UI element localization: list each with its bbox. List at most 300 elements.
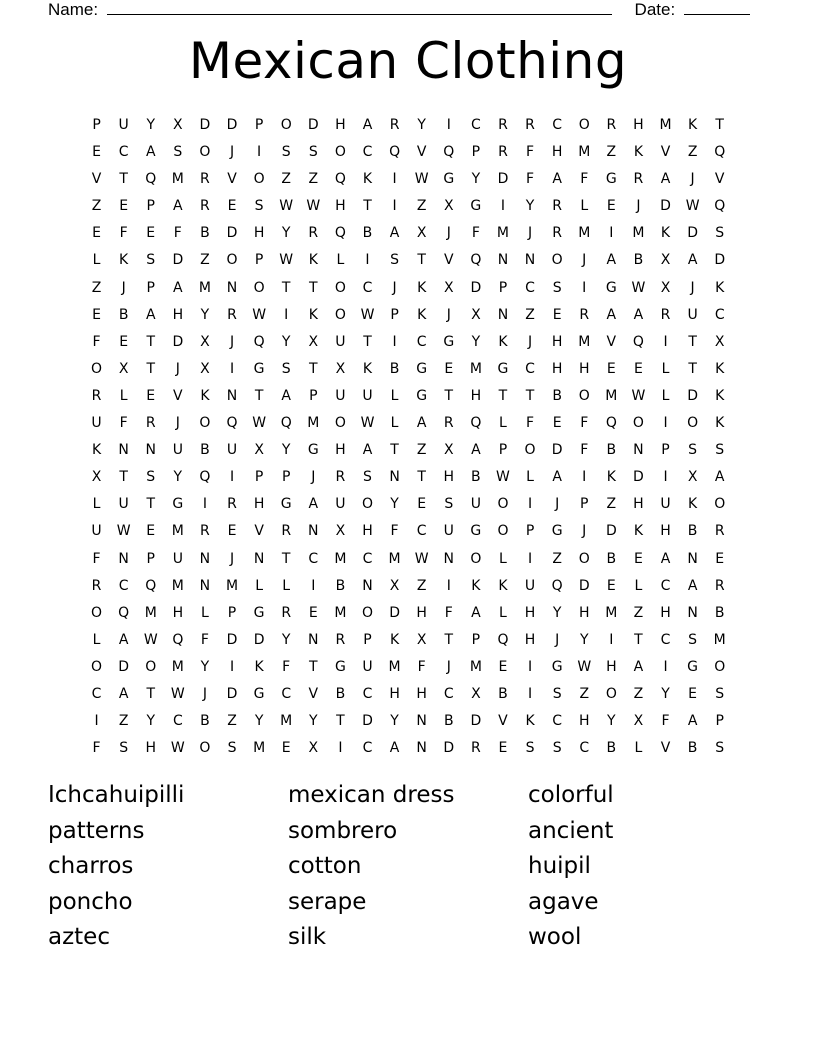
grid-letter: O bbox=[334, 415, 346, 432]
grid-letter: R bbox=[552, 225, 562, 242]
grid-letter: K bbox=[498, 577, 508, 594]
grid-letter: T bbox=[119, 171, 128, 188]
grid-letter: H bbox=[578, 713, 590, 730]
grid-letter: U bbox=[362, 387, 373, 404]
grid-letter: U bbox=[335, 496, 346, 513]
grid-letter: H bbox=[145, 740, 156, 757]
grid-letter: S bbox=[363, 469, 372, 486]
grid-letter: E bbox=[498, 658, 508, 675]
grid-letter: P bbox=[525, 523, 535, 540]
grid-letter: K bbox=[715, 279, 725, 296]
grid-letter: Q bbox=[280, 415, 292, 432]
grid-letter: I bbox=[663, 469, 668, 486]
grid-letter: M bbox=[659, 117, 672, 133]
grid-letter: W bbox=[631, 387, 646, 404]
name-field[interactable] bbox=[107, 0, 612, 15]
grid-letter: A bbox=[416, 415, 427, 432]
grid-letter: X bbox=[200, 333, 210, 350]
grid-letter: N bbox=[145, 442, 156, 459]
grid-letter: A bbox=[118, 631, 129, 648]
grid-letter: A bbox=[362, 117, 373, 133]
grid-letter: O bbox=[199, 415, 211, 432]
word-list-item: silk bbox=[288, 924, 327, 951]
grid-letter: V bbox=[173, 387, 183, 404]
grid-letter: R bbox=[579, 306, 590, 323]
grid-letter: E bbox=[444, 360, 454, 377]
grid-letter: D bbox=[307, 117, 319, 133]
grid-letter: W bbox=[252, 306, 267, 323]
grid-letter: G bbox=[280, 496, 292, 513]
grid-letter: T bbox=[336, 713, 345, 730]
grid-letter: U bbox=[91, 415, 102, 432]
grid-letter: C bbox=[362, 279, 373, 296]
name-label: Name: bbox=[48, 0, 99, 19]
grid-letter: G bbox=[470, 523, 482, 540]
grid-letter: B bbox=[443, 713, 454, 730]
grid-letter: Q bbox=[632, 333, 644, 350]
grid-letter: O bbox=[334, 279, 346, 296]
grid-letter: L bbox=[336, 252, 345, 269]
grid-letter: Z bbox=[118, 713, 129, 730]
grid-letter: Y bbox=[173, 469, 183, 486]
grid-letter: X bbox=[471, 685, 481, 702]
grid-letter: B bbox=[389, 360, 400, 377]
grid-letter: P bbox=[471, 631, 481, 648]
grid-letter: R bbox=[498, 117, 508, 133]
grid-letter: O bbox=[497, 496, 509, 513]
grid-letter: P bbox=[281, 469, 291, 486]
grid-letter: L bbox=[390, 415, 399, 432]
grid-letter: X bbox=[660, 252, 671, 269]
grid-letter: R bbox=[714, 577, 725, 594]
grid-letter: O bbox=[91, 604, 103, 621]
grid-letter: S bbox=[552, 740, 562, 757]
grid-letter: H bbox=[253, 496, 265, 513]
grid-letter: A bbox=[308, 496, 319, 513]
grid-letter: T bbox=[146, 685, 156, 702]
grid-letter: H bbox=[172, 306, 184, 323]
grid-letter: K bbox=[633, 144, 644, 161]
grid-letter: R bbox=[389, 117, 400, 133]
grid-letter: S bbox=[119, 740, 129, 757]
grid-letter: A bbox=[660, 550, 671, 567]
grid-letter: U bbox=[443, 523, 454, 540]
grid-letter: O bbox=[578, 387, 590, 404]
grid-letter: U bbox=[91, 523, 102, 540]
grid-letter: T bbox=[119, 469, 128, 486]
grid-letter: B bbox=[606, 442, 617, 459]
grid-letter: D bbox=[226, 631, 238, 648]
grid-letter: O bbox=[91, 360, 103, 377]
grid-letter: U bbox=[362, 658, 373, 675]
grid-letter: E bbox=[146, 387, 156, 404]
grid-letter: F bbox=[119, 225, 128, 242]
grid-letter: F bbox=[580, 442, 589, 459]
grid-letter: I bbox=[311, 577, 316, 594]
grid-letter: B bbox=[552, 387, 562, 404]
grid-letter: W bbox=[496, 469, 510, 486]
grid-letter: K bbox=[715, 415, 725, 432]
grid-letter: I bbox=[229, 360, 235, 377]
grid-letter: M bbox=[469, 360, 482, 377]
grid-letter: Q bbox=[145, 171, 157, 188]
grid-letter: W bbox=[414, 550, 429, 567]
grid-letter: U bbox=[118, 496, 129, 513]
word-list-item: patterns bbox=[48, 817, 145, 844]
grid-letter: H bbox=[551, 144, 563, 161]
grid-letter: N bbox=[226, 279, 238, 296]
grid-letter: I bbox=[663, 333, 668, 350]
grid-letter: X bbox=[687, 469, 698, 486]
grid-letter: M bbox=[388, 658, 401, 675]
grid-letter: M bbox=[171, 523, 184, 540]
grid-letter: K bbox=[688, 496, 698, 513]
grid-letter: Y bbox=[471, 333, 481, 350]
grid-letter: B bbox=[687, 523, 698, 540]
word-list-item: ancient bbox=[528, 817, 614, 844]
grid-letter: U bbox=[470, 496, 481, 513]
grid-letter: R bbox=[91, 577, 102, 594]
grid-letter: D bbox=[633, 469, 644, 486]
grid-letter: Y bbox=[146, 117, 156, 133]
grid-letter: H bbox=[335, 198, 346, 215]
grid-letter: K bbox=[119, 252, 129, 269]
grid-letter: Y bbox=[471, 171, 481, 188]
grid-letter: E bbox=[417, 496, 427, 513]
grid-letter: J bbox=[555, 631, 560, 648]
grid-letter: Y bbox=[552, 604, 562, 621]
grid-letter: L bbox=[201, 604, 209, 621]
grid-letter: Q bbox=[199, 469, 211, 486]
grid-letter: J bbox=[582, 523, 587, 540]
grid-letter: S bbox=[281, 144, 291, 161]
grid-letter: X bbox=[443, 198, 454, 215]
grid-letter: G bbox=[687, 658, 699, 675]
grid-letter: D bbox=[172, 333, 184, 350]
grid-letter: Q bbox=[605, 415, 617, 432]
grid-letter: T bbox=[444, 631, 454, 648]
grid-letter: P bbox=[390, 306, 399, 323]
grid-letter: A bbox=[281, 387, 291, 404]
grid-letter: Z bbox=[606, 496, 617, 513]
grid-letter: O bbox=[578, 117, 590, 133]
grid-letter: R bbox=[335, 631, 346, 648]
grid-letter: S bbox=[390, 252, 400, 269]
grid-letter: U bbox=[660, 496, 671, 513]
grid-letter: M bbox=[496, 225, 509, 242]
grid-letter: O bbox=[714, 658, 726, 675]
grid-letter: Z bbox=[91, 198, 102, 215]
grid-letter: W bbox=[360, 306, 375, 323]
grid-letter: Z bbox=[579, 685, 590, 702]
grid-letter: I bbox=[527, 658, 533, 675]
grid-letter: W bbox=[685, 198, 700, 215]
grid-letter: S bbox=[715, 685, 725, 702]
grid-letter: Y bbox=[146, 713, 156, 730]
grid-letter: O bbox=[253, 279, 265, 296]
grid-letter: Q bbox=[714, 144, 726, 161]
grid-letter: N bbox=[118, 550, 129, 567]
grid-letter: M bbox=[171, 577, 184, 594]
grid-letter: D bbox=[118, 658, 130, 675]
grid-letter: S bbox=[715, 740, 725, 757]
grid-letter: B bbox=[118, 306, 129, 323]
grid-letter: X bbox=[308, 740, 319, 757]
grid-letter: C bbox=[362, 685, 373, 702]
grid-letter: I bbox=[663, 415, 668, 432]
grid-letter: G bbox=[551, 523, 563, 540]
grid-letter: P bbox=[146, 198, 155, 215]
grid-letter: H bbox=[253, 225, 265, 242]
grid-letter: M bbox=[469, 658, 482, 675]
grid-letter: H bbox=[416, 685, 427, 702]
grid-letter: N bbox=[497, 306, 509, 323]
grid-letter: K bbox=[308, 306, 318, 323]
grid-letter: J bbox=[175, 415, 180, 432]
grid-letter: E bbox=[308, 604, 318, 621]
grid-letter: W bbox=[577, 658, 592, 675]
grid-letter: D bbox=[226, 117, 238, 133]
grid-letter: T bbox=[688, 333, 697, 350]
grid-letter: T bbox=[363, 333, 372, 350]
grid-letter: M bbox=[280, 713, 293, 730]
grid-letter: P bbox=[92, 117, 101, 133]
grid-letter: B bbox=[335, 577, 346, 594]
grid-letter: E bbox=[92, 225, 101, 242]
grid-letter: E bbox=[633, 360, 643, 377]
grid-letter: D bbox=[470, 279, 482, 296]
grid-letter: S bbox=[525, 740, 535, 757]
grid-letter: P bbox=[580, 496, 589, 513]
grid-letter: I bbox=[609, 225, 614, 242]
grid-letter: K bbox=[688, 117, 698, 133]
word-list bbox=[48, 778, 768, 956]
grid-letter: V bbox=[714, 171, 725, 188]
grid-letter: N bbox=[253, 550, 265, 567]
grid-letter: O bbox=[280, 117, 292, 133]
grid-letter: M bbox=[171, 658, 184, 675]
grid-letter: B bbox=[498, 685, 508, 702]
grid-letter: L bbox=[499, 415, 507, 432]
grid-letter: U bbox=[172, 550, 183, 567]
grid-letter: Y bbox=[661, 685, 670, 702]
grid-letter: W bbox=[306, 198, 321, 215]
grid-letter: D bbox=[226, 685, 238, 702]
grid-letter: S bbox=[715, 225, 725, 242]
grid-letter: D bbox=[253, 631, 265, 648]
grid-letter: E bbox=[146, 225, 156, 242]
grid-letter: E bbox=[227, 198, 237, 215]
date-field[interactable] bbox=[684, 0, 750, 15]
grid-letter: V bbox=[498, 713, 508, 730]
grid-letter: A bbox=[606, 306, 617, 323]
grid-letter: C bbox=[118, 577, 129, 594]
grid-letter: Z bbox=[416, 577, 427, 594]
grid-letter: I bbox=[500, 198, 506, 215]
grid-letter: F bbox=[390, 523, 399, 540]
grid-letter: X bbox=[714, 333, 725, 350]
grid-letter: H bbox=[660, 604, 671, 621]
grid-letter: H bbox=[470, 387, 482, 404]
grid-letter: D bbox=[172, 252, 184, 269]
grid-letter: F bbox=[471, 225, 480, 242]
grid-letter: R bbox=[470, 740, 481, 757]
grid-letter: I bbox=[582, 279, 587, 296]
grid-letter: R bbox=[552, 198, 562, 215]
word-list-item: aztec bbox=[48, 924, 110, 951]
grid-letter: J bbox=[175, 360, 180, 377]
grid-letter: F bbox=[173, 225, 182, 242]
grid-letter: Y bbox=[525, 198, 535, 215]
grid-letter: D bbox=[199, 117, 211, 133]
grid-letter: J bbox=[690, 279, 695, 296]
grid-letter: L bbox=[92, 252, 101, 269]
grid-letter: C bbox=[362, 740, 373, 757]
grid-letter: E bbox=[606, 577, 616, 594]
grid-letter: I bbox=[392, 198, 397, 215]
word-list-item: mexican dress bbox=[288, 782, 455, 808]
grid-letter: K bbox=[606, 469, 616, 486]
grid-letter: H bbox=[578, 360, 590, 377]
grid-letter: Q bbox=[470, 252, 482, 269]
grid-letter: W bbox=[360, 415, 375, 432]
grid-letter: S bbox=[146, 252, 156, 269]
grid-letter: A bbox=[633, 306, 644, 323]
grid-letter: V bbox=[308, 685, 319, 702]
grid-letter: H bbox=[633, 496, 644, 513]
grid-letter: G bbox=[470, 198, 482, 215]
grid-letter: E bbox=[92, 144, 101, 161]
grid-letter: A bbox=[471, 604, 481, 621]
grid-letter: U bbox=[172, 442, 183, 459]
grid-letter: W bbox=[631, 279, 646, 296]
grid-letter: T bbox=[281, 279, 291, 296]
grid-letter: K bbox=[417, 306, 427, 323]
grid-letter: N bbox=[416, 713, 427, 730]
grid-letter: N bbox=[118, 442, 129, 459]
letter-grid bbox=[83, 112, 733, 762]
grid-letter: A bbox=[389, 225, 400, 242]
grid-letter: K bbox=[417, 279, 427, 296]
grid-letter: H bbox=[524, 604, 536, 621]
grid-letter: I bbox=[202, 496, 207, 513]
grid-letter: R bbox=[281, 523, 292, 540]
grid-letter: P bbox=[498, 442, 508, 459]
grid-letter: R bbox=[281, 604, 292, 621]
grid-letter: T bbox=[309, 279, 318, 296]
grid-letter: G bbox=[334, 658, 346, 675]
grid-letter: O bbox=[199, 740, 211, 757]
header bbox=[48, 0, 750, 20]
grid-letter: P bbox=[254, 117, 264, 133]
grid-letter: L bbox=[119, 387, 128, 404]
grid-letter: B bbox=[200, 225, 210, 242]
grid-letter: S bbox=[444, 496, 454, 513]
grid-letter: H bbox=[633, 117, 644, 133]
word-list-item: poncho bbox=[48, 888, 133, 915]
grid-letter: F bbox=[661, 713, 670, 730]
grid-letter: O bbox=[524, 442, 536, 459]
grid-letter: A bbox=[173, 279, 183, 296]
grid-letter: S bbox=[552, 685, 562, 702]
grid-letter: C bbox=[416, 523, 427, 540]
grid-letter: L bbox=[499, 550, 507, 567]
grid-letter: H bbox=[551, 360, 563, 377]
grid-letter: X bbox=[335, 360, 346, 377]
grid-letter: L bbox=[92, 631, 101, 648]
grid-letter: Z bbox=[606, 144, 617, 161]
grid-letter: M bbox=[388, 550, 401, 567]
grid-letter: Z bbox=[281, 171, 291, 188]
grid-letter: H bbox=[578, 604, 590, 621]
grid-letter: U bbox=[524, 577, 536, 594]
grid-letter: Q bbox=[253, 333, 265, 350]
grid-letter: G bbox=[605, 171, 617, 188]
grid-letter: A bbox=[389, 740, 400, 757]
grid-letter: F bbox=[92, 550, 101, 567]
grid-letter: W bbox=[170, 740, 185, 757]
grid-letter: A bbox=[606, 252, 617, 269]
grid-letter: M bbox=[307, 415, 320, 432]
grid-letter: E bbox=[688, 685, 698, 702]
grid-letter: E bbox=[633, 550, 643, 567]
grid-letter: K bbox=[715, 360, 725, 377]
grid-letter: G bbox=[443, 171, 455, 188]
grid-letter: N bbox=[199, 550, 211, 567]
grid-letter: B bbox=[606, 740, 617, 757]
grid-letter: F bbox=[92, 740, 101, 757]
grid-letter: O bbox=[361, 604, 373, 621]
grid-letter: U bbox=[226, 442, 238, 459]
grid-letter: S bbox=[715, 442, 725, 459]
grid-letter: C bbox=[660, 631, 671, 648]
grid-letter: D bbox=[687, 387, 698, 404]
grid-letter: N bbox=[443, 550, 454, 567]
grid-letter: A bbox=[173, 198, 183, 215]
grid-letter: T bbox=[444, 387, 454, 404]
grid-letter: Q bbox=[145, 577, 157, 594]
grid-letter: J bbox=[446, 658, 451, 675]
grid-letter: R bbox=[498, 144, 508, 161]
grid-letter: S bbox=[552, 279, 562, 296]
grid-letter: G bbox=[307, 442, 319, 459]
grid-letter: Z bbox=[227, 713, 237, 730]
grid-letter: R bbox=[714, 523, 725, 540]
grid-letter: I bbox=[392, 333, 397, 350]
grid-letter: S bbox=[227, 740, 237, 757]
grid-letter: Z bbox=[525, 306, 535, 323]
grid-letter: U bbox=[335, 333, 346, 350]
grid-letter: K bbox=[660, 225, 671, 242]
grid-letter: Q bbox=[226, 415, 238, 432]
grid-letter: E bbox=[119, 333, 129, 350]
grid-letter: T bbox=[281, 550, 291, 567]
grid-letter: C bbox=[579, 740, 590, 757]
grid-letter: B bbox=[714, 604, 725, 621]
grid-letter: P bbox=[254, 252, 264, 269]
grid-letter: U bbox=[335, 387, 346, 404]
grid-letter: T bbox=[363, 198, 372, 215]
grid-letter: X bbox=[200, 360, 210, 377]
word-list-item: wool bbox=[528, 924, 582, 951]
grid-letter: I bbox=[609, 631, 614, 648]
grid-letter: J bbox=[527, 225, 533, 242]
grid-letter: Y bbox=[281, 333, 291, 350]
grid-letter: E bbox=[119, 198, 129, 215]
grid-letter: N bbox=[362, 577, 373, 594]
grid-letter: E bbox=[281, 740, 291, 757]
grid-letter: B bbox=[687, 740, 698, 757]
